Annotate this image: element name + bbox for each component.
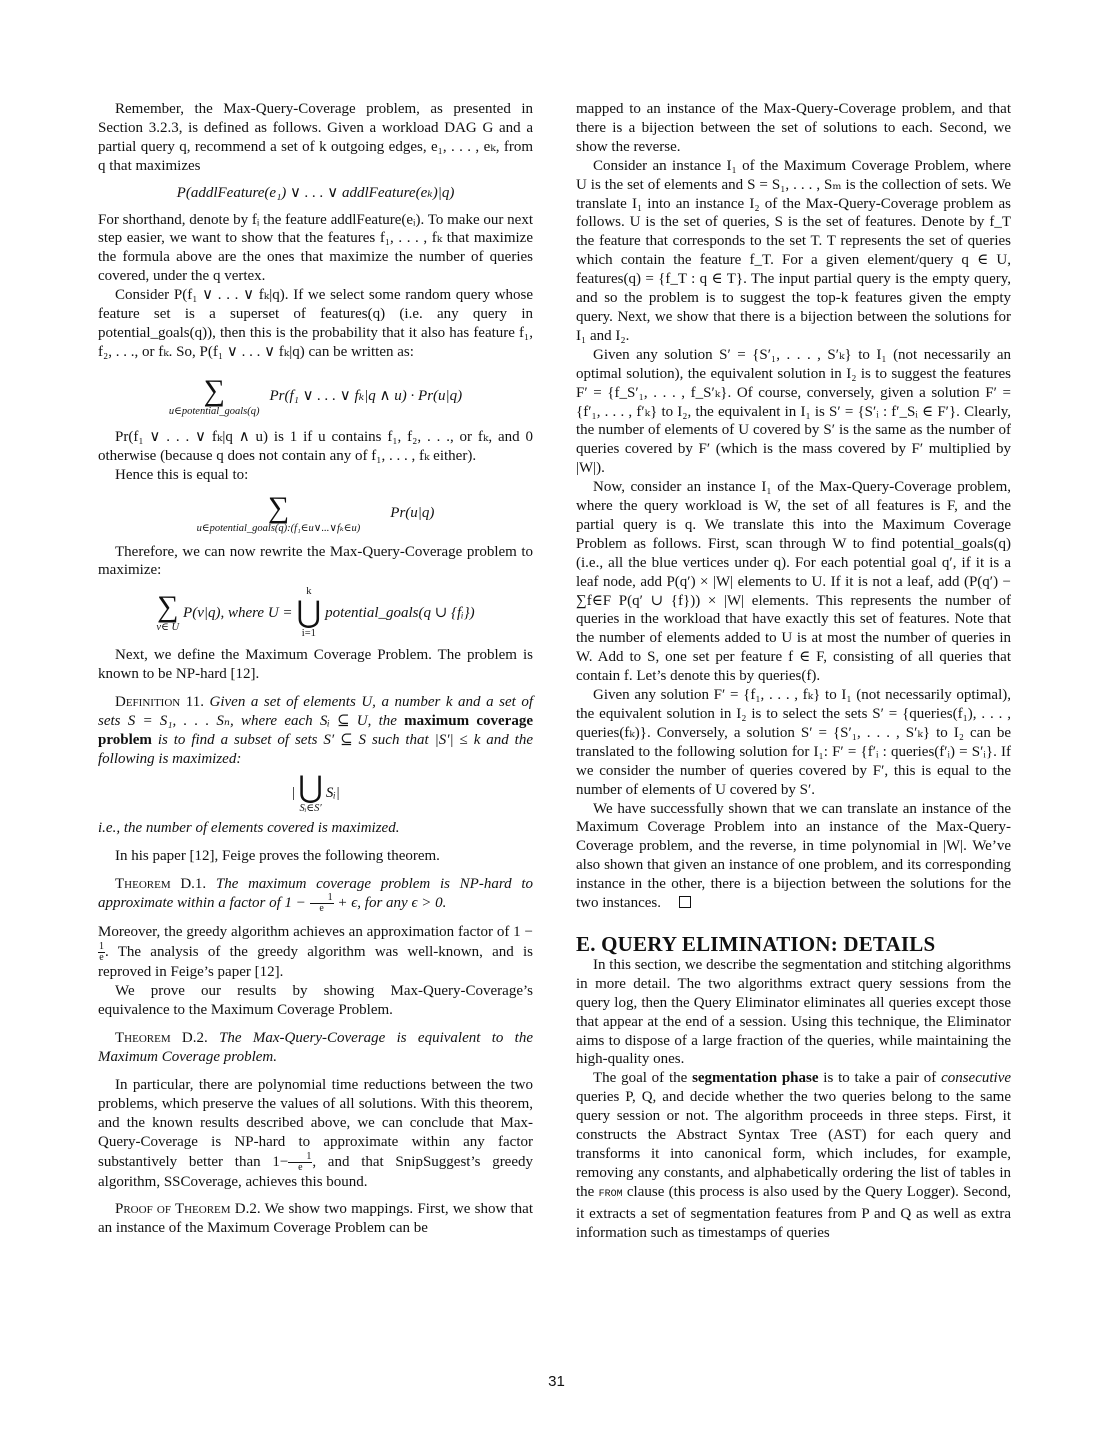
union-subscript: Sᵢ∈S′ [299,802,322,814]
paragraph: The goal of the segmentation phase is to take a pair of consecutive queries P, Q, and decide whether the two queries belong to the same query session or not. The algorithm proceeds in three steps. First, it constructs the Abstract Syntax Tree (AST) for each query and transforms it into canonical form, which includes, for example, removing any constants, and alphabetically ordering the list of tables in the FROM clause (this process is also used by the Query Logger). Second, it extracts a set of segmentation features from P and Q as well as extra information such as timestamps of queries [576,1070,1012,1241]
paragraph: Hence this is equal to: [115,466,249,483]
fraction: $\frac{1}{e}$ [99,941,104,964]
theorem-d1: Theorem D.1. The maximum coverage problem is NP-hard to approximate within a factor of 1 − $\frac{1}{e} + \epsilon$, for any ϵ > 0. [98,875,533,915]
paragraph: Therefore, we can now rewrite the Max-Query-Coverage problem to maximize: [98,543,533,579]
paragraph: Given any solution F′ = {f₁, . . . , fₖ} to I₁ (not necessarily optimal), the equivalent solution in I₂ is to select the sets S′ = {queries(f₁), . . . , queries(fₖ)}. Conversely, a solution S′ = {S′₁, . . . , S′ₖ} to I₂ can be translated to the following solution for I₁: F′ = {f′ᵢ : queries(f′ᵢ) = S′ᵢ}. If we consider the number of queries covered by F′, this is equal to the number of elements of U covered by S′. [576,687,1011,798]
definition-heading: Definition 11. [115,694,204,711]
paragraph: Given any solution S′ = {S′₁, . . . , S′ₖ} to I₁ (not necessarily an optimal solution), the equivalent solution in I₂ is to suggest the features F′ = {f_S′₁, . . . , f_S′ₖ}. Of course, conversely, given a solution F′ = {f′₁, . . . , f′ₖ} to I₂, the equivalent in I₁ is S′ = {S′ᵢ : f′_Sᵢ ∈ F′}. Clearly, the number of elements of U covered by S′ is the same as the number of queries covered by F′ (which is the mass covered by F′ multiplied by |W|). [576,346,1011,477]
theorem-d2: Theorem D.2. The Max-Query-Coverage is equivalent to the Maximum Coverage problem. [98,1030,533,1065]
fraction: $\frac{1}{e}$ [310,893,334,914]
term-bold: maximum coverage problem [98,713,533,748]
sum-symbol: ∑ [267,490,290,524]
paragraph: Now, consider an instance I₁ of the Max-Query-Coverage problem, where the query workload is W, the set of all features is F, and the partial query is q. We translate this into the Maximum Coverage Problem as follows. First, scan through W to find potential_goals(q) (i.e., all the blue vertices under q). For each potential goal q′, if it is a leaf node, add P(q′) × |W| elements to U. If it is not a leaf, add (P(q′) − ∑f∈F P(q′ ∪ {f})) × |W| elements. This represents the number of queries in the workload that have exactly this set of features. Note that the number of elements added to U is at most the number of queries in W. Add to S, one set per feature f ∈ F, consisting of all queries that contain f. Let’s denote this by queries(f). [576,479,1011,685]
equation-5: | ⋃ Sᵢ∈S′ Sᵢ| [291,770,340,814]
theorem-heading: Theorem D.2. [115,1030,208,1047]
equation-3 [98,490,533,535]
left-column [98,100,533,1238]
sum-subscript: u∈potential_goals(q) [168,405,260,417]
paragraph: Consider an instance I₁ of the Maximum Coverage Problem, where U is the set of elements and S = S₁, . . . , Sₘ is the collection of sets. We translate I₁ into an instance I₂ of the Max-Query-Coverage problem as follows. U is the set of queries, S is the set of features. Denote by f_T the feature that corresponds to the set T. T represents the set of queries which contain the feature f_T. For a given element/query q ∈ U, features(q) = {f_T : q ∈ T}. The input partial query is the empty query, and so the problem is to suggest the top-k features given the empty query. Next, we show that there is a bijection between the solutions for I₁ and I₂. [576,157,1011,344]
term-bold: segmentation phase [692,1070,819,1087]
proof-heading: Proof of Theorem D.2. [115,1201,261,1218]
equation-end: potential_goals(q ∪ {fᵢ}) [325,604,475,621]
code-keyword: FROM [598,1188,623,1200]
sum-symbol: ∑ [157,590,179,624]
page-number: 31 [548,1373,565,1390]
paragraph: i.e., the number of elements covered is maximized. [98,819,400,836]
union-symbol: ⋃ [296,596,322,630]
paragraph: We prove our results by showing Max-Query-Coverage’s equivalence to the Maximum Coverage Problem. [98,983,533,1019]
right-column [576,100,1011,1242]
paragraph: In particular, there are polynomial time reductions between the two problems, which preserve the values of all solutions. With this theorem, and the known results described above, we can conclude that Max-Query-Coverage is NP-hard to approximate within any factor substantively better than 1− $\frac{1}{e}$, and that SnipSuggest’s greedy algorithm, SSCoverage, achieves this bound. [98,1076,533,1190]
equation-body: Pr(f₁ ∨ . . . ∨ fₖ|q ∧ u) · Pr(u|q) [269,388,463,405]
fraction: $\frac{1}{e}$ [288,1152,312,1173]
union-superscript: k [306,586,312,598]
equation-4 [98,586,533,640]
paragraph: For shorthand, denote by fᵢ the feature addlFeature(eᵢ). To make our next step easier, we want to show that the features f₁, . . . , fₖ that maximize the formula above are the ones that maximize the number of queries covered, under the q vertex. [98,211,533,285]
equation-body: Pr(u|q) [390,505,435,522]
paragraph: Moreover, the greedy algorithm achieves an approximation factor of 1 − $\frac{1}{e}$. The analysis of the greedy algorithm was well-known, and is reproved in Feige’s paper [12]. [98,924,533,981]
equation-1: P(addlFeature(e₁) ∨ . . . ∨ addlFeature(eₖ)|q) [176,184,455,201]
section-heading: E. QUERY ELIMINATION: DETAILS [576,931,936,956]
paragraph: In this section, we describe the segmentation and stitching algorithms in more detail. The two algorithms extract query sessions from the query log, then the Query Eliminator eliminates all queries except those that appear at the end of a session. Using this technique, the Eliminator aims to dispose of a large fraction of the queries, while maintaining the high-quality ones. [576,956,1011,1068]
paragraph: Next, we define the Maximum Coverage Problem. The problem is known to be NP-hard [12]. [98,647,533,683]
sum-subscript: u∈potential_goals(q):(f₁∈u∨...∨fₖ∈u) [196,522,361,534]
paragraph: mapped to an instance of the Max-Query-Coverage problem, and that there is a bijection between the set of solutions to each. Second, we show the reverse. [576,101,1011,155]
equation-2 [98,373,533,418]
proof: Proof of Theorem D.2. We show two mappings. First, we show that an instance of the Maximum Coverage Problem can be [98,1201,534,1237]
definition-11: Definition 11. Given a set of elements U, a number k and a set of sets S = S₁, . . . Sₙ, where each Sᵢ ⊆ U, the maximum coverage problem is to find a subset of sets S′ ⊆ S such that |S′| ≤ k and the following is maximized: [98,694,534,767]
union-subscript: i=1 [301,628,316,640]
qed-icon [679,896,691,908]
paragraph: Remember, the Max-Query-Coverage problem, as presented in Section 3.2.3, is defined as follows. Given a workload DAG G and a partial query q, recommend a set of k outgoing edges, e₁, . . . , eₖ, from q that maximizes [98,101,533,174]
sum-symbol: ∑ [203,373,225,407]
theorem-heading: Theorem D.1. [115,875,207,892]
paragraph: Pr(f₁ ∨ . . . ∨ fₖ|q ∧ u) is 1 if u contains f₁, f₂, . . ., or fₖ, and 0 otherwise (because q does not contain any of f₁, . . . , fₖ either). [98,428,533,464]
sum-subscript: v∈ U [156,622,180,634]
paragraph: In his paper [12], Feige proves the following theorem. [115,847,440,864]
equation-middle: P(v|q), where U = [183,604,293,621]
paragraph: Consider P(f₁ ∨ . . . ∨ fₖ|q). If we select some random query whose feature set is a superset of features(q) (i.e. any query in potential_goals(q)), then this is the probability that it also has feature f₁, f₂, . . ., or fₖ. So, P(f₁ ∨ . . . ∨ fₖ|q) can be written as: [98,287,533,360]
union-symbol: ⋃ [298,770,323,804]
paragraph: We have successfully shown that we can translate an instance of the Maximum Coverage Problem into an instance of the Max-Query-Coverage problem, and the reverse, in time polynomial in |W|. We’ve also shown that given an instance of one problem, and its corresponding instance in the other, there is a bijection between the solutions for the two instances. [576,800,1011,912]
